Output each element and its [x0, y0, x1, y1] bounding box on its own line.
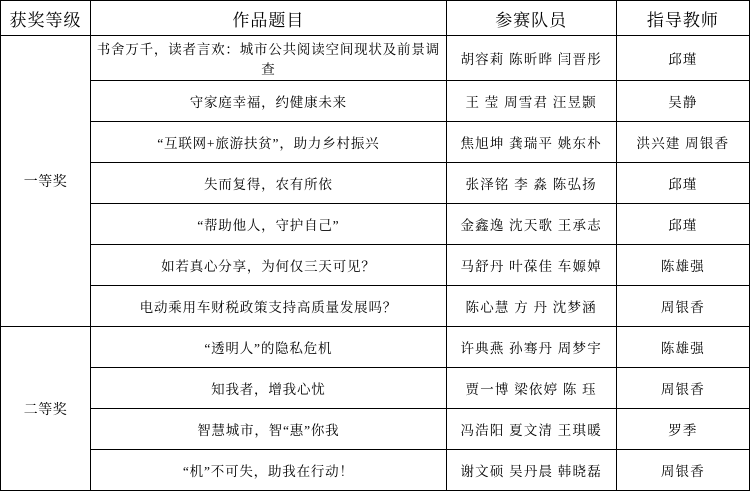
teacher-cell: 邱瑾: [616, 163, 749, 204]
members-cell: 王 莹 周雪君 汪昱颢: [446, 81, 616, 122]
header-grade: 获奖等级: [1, 1, 91, 36]
header-title: 作品题目: [91, 1, 446, 36]
members-cell: 胡容莉 陈昕晔 闫晋彤: [446, 36, 616, 81]
table-row: [1, 450, 750, 491]
grade-cell-first-prize: 一等奖: [1, 36, 91, 327]
table-row: [1, 327, 750, 368]
teacher-cell: 周银香: [616, 368, 749, 409]
table-row: [1, 163, 750, 204]
title-cell: 如若真心分享，为何仅三天可见？: [91, 245, 446, 286]
table-row: [1, 204, 750, 245]
table-row: [1, 36, 750, 81]
table-row: [1, 122, 750, 163]
table-row: [1, 409, 750, 450]
table-row: [1, 286, 750, 327]
members-cell: 马舒丹 叶葆佳 车嫄婥: [446, 245, 616, 286]
header-teacher: 指导教师: [616, 1, 749, 36]
title-cell: 书舍万千，读者言欢：城市公共阅读空间现状及前景调查: [91, 36, 446, 81]
teacher-cell: 陈雄强: [616, 245, 749, 286]
title-cell: “机”不可失，助我在行动！: [91, 450, 446, 491]
table-header: [1, 1, 750, 36]
teacher-cell: 周银香: [616, 450, 749, 491]
title-cell: “互联网+旅游扶贫”，助力乡村振兴: [91, 122, 446, 163]
title-cell: 智慧城市，智“惠”你我: [91, 409, 446, 450]
title-cell: “透明人”的隐私危机: [91, 327, 446, 368]
members-cell: 冯浩阳 夏文清 王琪暖: [446, 409, 616, 450]
members-cell: 张泽铭 李 淼 陈弘扬: [446, 163, 616, 204]
members-cell: 许典燕 孙骞丹 周梦宇: [446, 327, 616, 368]
header-members: 参赛队员: [446, 1, 616, 36]
members-cell: 焦旭坤 龚瑞平 姚东朴: [446, 122, 616, 163]
members-cell: 贾一博 梁依婷 陈 珏: [446, 368, 616, 409]
title-cell: 知我者，增我心忧: [91, 368, 446, 409]
title-cell: “帮助他人，守护自己”: [91, 204, 446, 245]
members-cell: 金鑫逸 沈天歌 王承志: [446, 204, 616, 245]
title-cell: 电动乘用车财税政策支持高质量发展吗？: [91, 286, 446, 327]
table-row: [1, 368, 750, 409]
teacher-cell: 周银香: [616, 286, 749, 327]
teacher-cell: 吴静: [616, 81, 749, 122]
teacher-cell: 洪兴建 周银香: [616, 122, 749, 163]
members-cell: 陈心慧 方 丹 沈梦涵: [446, 286, 616, 327]
title-cell: 守家庭幸福，约健康未来: [91, 81, 446, 122]
title-cell: 失而复得，农有所依: [91, 163, 446, 204]
teacher-cell: 罗季: [616, 409, 749, 450]
grade-cell-second-prize: 二等奖: [1, 327, 91, 491]
table-body: [1, 36, 750, 491]
teacher-cell: 邱瑾: [616, 36, 749, 81]
members-cell: 谢文硕 吴丹晨 韩晓磊: [446, 450, 616, 491]
table-header-row: [1, 1, 750, 36]
teacher-cell: 陈雄强: [616, 327, 749, 368]
table-row: [1, 245, 750, 286]
teacher-cell: 邱瑾: [616, 204, 749, 245]
table-row: [1, 81, 750, 122]
